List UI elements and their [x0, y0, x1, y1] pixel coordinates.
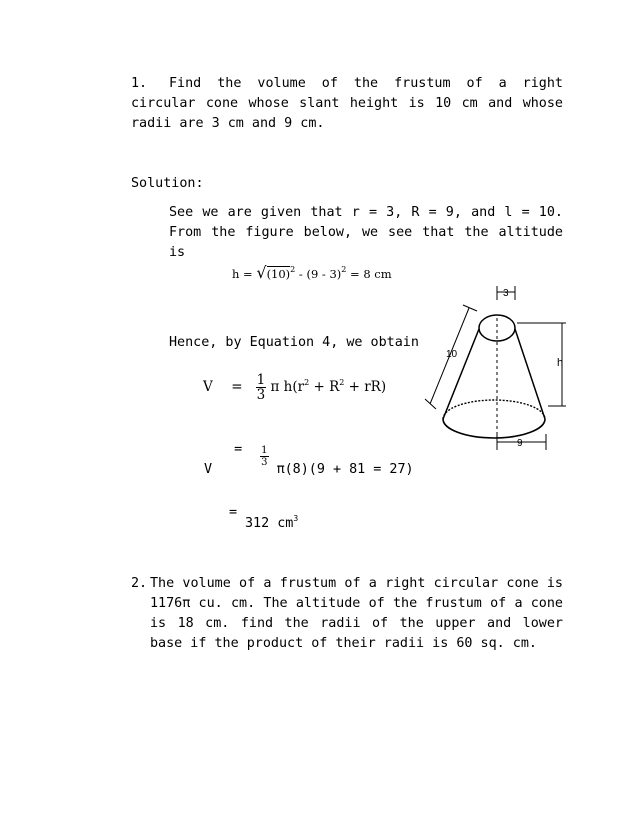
- top-radius-label: 3: [503, 288, 509, 299]
- slant-tick-bottom: [425, 399, 436, 409]
- volume-frac-den: 3: [256, 387, 266, 403]
- problem-2-line-1: The volume of a frustum of a right circular cone is: [150, 576, 563, 591]
- volume-body: π h(r: [270, 379, 305, 395]
- slant-label: 10: [446, 349, 458, 360]
- given-line-2: From the figure below, we see that the altitude: [169, 225, 563, 240]
- problem-1-number: 1.: [131, 76, 148, 91]
- substitution-line: [204, 437, 414, 477]
- slant-tick-top: [463, 305, 477, 311]
- bottom-radius-label: 9: [517, 438, 523, 449]
- altitude-equation: [232, 263, 392, 282]
- altitude-exp-1: 2: [290, 265, 296, 274]
- solution-given: [169, 203, 563, 263]
- volume-exp-1: 2: [304, 378, 310, 387]
- hence-line: Hence, by Equation 4, we obtain: [169, 335, 419, 350]
- frustum-right-side: [515, 329, 545, 419]
- frustum-left-side: [443, 329, 479, 419]
- result-value: 312 cm: [245, 516, 294, 531]
- problem-1-text-line-2: circular cone whose slant height is 10 cm and whose: [131, 96, 563, 111]
- volume-lhs: V: [203, 379, 213, 395]
- substitution-body: π(8)(9 + 81 = 27): [276, 461, 414, 477]
- altitude-exp-2: 2: [341, 265, 347, 274]
- problem-2-line-4: base if the product of their radii is 60 sq. cm.: [150, 636, 537, 651]
- problem-1: [131, 74, 563, 134]
- volume-exp-2: 2: [339, 378, 345, 387]
- altitude-rhs: = 8 cm: [350, 267, 392, 281]
- result-eq: =: [229, 505, 238, 520]
- volume-frac-num: 1: [256, 372, 266, 388]
- problem-2-line-3: is 18 cm. find the radii of the upper and lower: [150, 616, 563, 631]
- sqrt-icon: √: [256, 263, 267, 282]
- given-line-1: See we are given that r = 3, R = 9, and l = 10.: [169, 205, 563, 220]
- substitution-fraction: [260, 445, 268, 468]
- volume-fraction: [256, 373, 267, 402]
- problem-2: [131, 574, 563, 654]
- frustum-figure: [418, 278, 578, 458]
- problem-1-text-line-1: Find the volume of the frustum of a right: [169, 76, 563, 91]
- volume-tail: + rR): [344, 379, 387, 395]
- substitution-frac-den: 3: [261, 457, 268, 468]
- problem-1-text-line-3: radii are 3 cm and 9 cm.: [131, 116, 325, 131]
- substitution-lhs: V: [204, 461, 213, 477]
- given-line-3: is: [169, 245, 186, 260]
- solution-heading: Solution:: [131, 176, 204, 191]
- altitude-term-1: (10): [266, 267, 291, 281]
- substitution-frac-num: 1: [261, 445, 268, 456]
- problem-2-line-2: 1176π cu. cm. The altitude of the frustum of a cone: [150, 596, 563, 611]
- result-value-wrap: [245, 514, 298, 534]
- volume-eq: =: [231, 379, 243, 395]
- volume-formula: [203, 373, 386, 402]
- frustum-bottom-base-front: [443, 419, 545, 438]
- frustum-bottom-base-back: [443, 400, 545, 419]
- substitution-eq: =: [234, 441, 243, 457]
- height-label: h: [557, 357, 564, 369]
- altitude-lhs: h =: [232, 267, 253, 281]
- problem-2-number: 2.: [131, 576, 148, 591]
- result-exp: 3: [293, 514, 299, 523]
- volume-plus: + R: [309, 379, 340, 395]
- altitude-minus: - (9 - 3): [298, 267, 342, 281]
- problem-1-line-1: [131, 74, 563, 94]
